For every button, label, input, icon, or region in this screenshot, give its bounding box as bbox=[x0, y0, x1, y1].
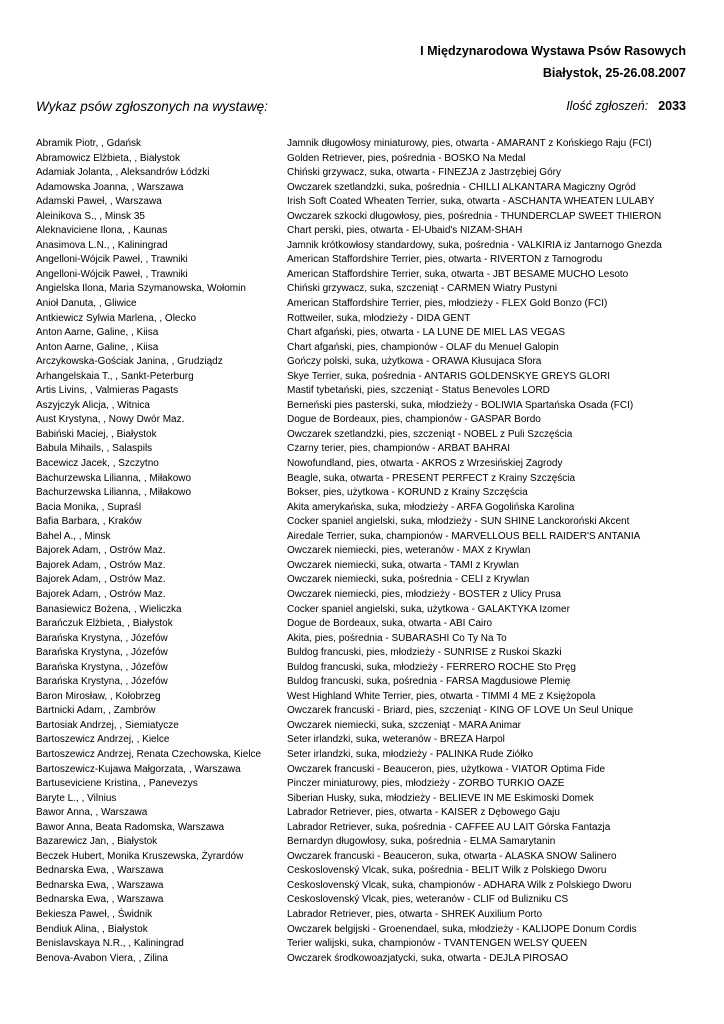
entry-owner: Barańczuk Elżbieta, , Białystok bbox=[36, 618, 173, 630]
entry-dog: Golden Retriever, pies, pośrednia - BOSKO Na Medal bbox=[287, 152, 526, 164]
entry-dog: Owczarek belgijski - Groenendael, suka, młodzieży - KALIJOPE Donum Cordis bbox=[287, 923, 637, 935]
entry-dog: Nowofundland, pies, otwarta - AKROS z Wrzesińskiej Zagrody bbox=[287, 458, 563, 470]
entry-dog: Owczarek francuski - Briard, pies, szczeniąt - KING OF LOVE Un Seul Unique bbox=[287, 705, 634, 717]
entry-dog: Owczarek francuski - Beauceron, suka, otwarta - ALASKA SNOW Salinero bbox=[287, 850, 617, 862]
entry-dog: Seter irlandzki, suka, młodzieży - PALINKA Rude Ziółko bbox=[287, 748, 534, 760]
entry-owner: Bartnicki Adam, , Zambrów bbox=[36, 705, 156, 717]
entry-dog: Chart afgański, pies, otwarta - LA LUNE DE MIEL LAS VEGAS bbox=[287, 327, 566, 339]
entry-dog: Skye Terrier, suka, pośrednia - ANTARIS GOLDENSKYE GREYS GLORI bbox=[287, 370, 611, 382]
entry-owner: Bajorek Adam, , Ostrów Maz. bbox=[36, 545, 166, 557]
entry-dog: Buldog francuski, pies, młodzieży - SUNRISE z Ruskoi Skazki bbox=[287, 647, 562, 659]
entry-dog: Bokser, pies, użytkowa - KORUND z Krainy Szczęścia bbox=[287, 487, 528, 499]
entry-row bbox=[36, 166, 696, 181]
entry-dog: American Staffordshire Terrier, pies, otwarta - RIVERTON z Tarnogrodu bbox=[287, 254, 603, 266]
entry-row bbox=[36, 370, 696, 385]
entry-row bbox=[36, 268, 696, 283]
entry-row bbox=[36, 748, 696, 763]
entry-row bbox=[36, 544, 696, 559]
entry-row bbox=[36, 224, 696, 239]
entry-row bbox=[36, 210, 696, 225]
entry-owner: Aleinikova S., , Minsk 35 bbox=[36, 210, 145, 222]
entry-owner: Aszyjczyk Alicja, , Witnica bbox=[36, 399, 150, 411]
entry-dog: Chiński grzywacz, suka, otwarta - FINEZJA z Jastrzębiej Góry bbox=[287, 167, 561, 179]
entry-dog: Seter irlandzki, suka, weteranów - BREZA Harpol bbox=[287, 734, 505, 746]
entry-owner: Bazarewicz Jan, , Białystok bbox=[36, 836, 158, 848]
entry-dog: Rottweiler, suka, młodzieży - DIDA GENT bbox=[287, 312, 471, 324]
entry-owner: Bajorek Adam, , Ostrów Maz. bbox=[36, 559, 166, 571]
entry-row bbox=[36, 733, 696, 748]
entry-owner: Bednarska Ewa, , Warszawa bbox=[36, 894, 164, 906]
entry-row bbox=[36, 239, 696, 254]
entry-owner: Baryte L., , Vilnius bbox=[36, 792, 117, 804]
entry-owner: Bacewicz Jacek, , Szczytno bbox=[36, 458, 159, 470]
entry-dog: Dogue de Bordeaux, pies, championów - GASPAR Bordo bbox=[287, 414, 541, 426]
entry-dog: Bernardyn długowłosy, suka, pośrednia - ELMA Samarytanin bbox=[287, 836, 556, 848]
entry-row bbox=[36, 399, 696, 414]
entry-dog: Ceskoslovenský Vlcak, suka, pośrednia - BELIT Wilk z Polskiego Dworu bbox=[287, 865, 607, 877]
entry-row bbox=[36, 428, 696, 443]
entry-owner: Bawor Anna, Beata Radomska, Warszawa bbox=[36, 821, 225, 833]
entry-dog: Owczarek środkowoazjatycki, suka, otwarta - DEJLA PIROSAO bbox=[287, 952, 569, 964]
entry-row bbox=[36, 559, 696, 574]
entry-row bbox=[36, 282, 696, 297]
entry-row bbox=[36, 763, 696, 778]
entry-owner: Anton Aarne, Galine, , Kiisa bbox=[36, 341, 159, 353]
entry-owner: Abramowicz Elżbieta, , Białystok bbox=[36, 152, 180, 164]
entry-row bbox=[36, 457, 696, 472]
entry-row bbox=[36, 603, 696, 618]
entry-row bbox=[36, 777, 696, 792]
entry-dog: Pinczer miniaturowy, pies, młodzieży - ZORBO TURKIO OAZE bbox=[287, 778, 565, 790]
entry-dog: Ceskoslovenský Vlcak, suka, championów - ADHARA Wilk z Polskiego Dworu bbox=[287, 879, 632, 891]
entry-owner: Babula Mihails, , Salaspils bbox=[36, 443, 153, 455]
entry-dog: Labrador Retriever, pies, otwarta - SHREK Auxilium Porto bbox=[287, 908, 543, 920]
entry-dog: Terier walijski, suka, championów - TVANTENGEN WELSY QUEEN bbox=[287, 938, 588, 950]
entry-owner: Bawor Anna, , Warszawa bbox=[36, 807, 148, 819]
entry-dog: West Highland White Terrier, pies, otwarta - TIMMI 4 ME z Księżopola bbox=[287, 690, 596, 702]
entry-owner: Bendiuk Alina, , Białystok bbox=[36, 923, 148, 935]
entry-dog: Owczarek szkocki długowłosy, pies, pośrednia - THUNDERCLAP SWEET THIERON bbox=[287, 210, 662, 222]
entry-row bbox=[36, 952, 696, 967]
entry-row bbox=[36, 253, 696, 268]
entry-dog: Mastif tybetański, pies, szczeniąt - Status Benevoles LORD bbox=[287, 385, 550, 397]
entry-dog: Chart perski, pies, otwarta - El-Ubaid's NIZAM-SHAH bbox=[287, 225, 523, 237]
entry-row bbox=[36, 384, 696, 399]
entry-row bbox=[36, 632, 696, 647]
entry-owner: Adamiak Jolanta, , Aleksandrów Łódzki bbox=[36, 167, 210, 179]
entry-dog: Owczarek niemiecki, suka, pośrednia - CELI z Krywlan bbox=[287, 574, 530, 586]
entry-dog: Labrador Retriever, pies, otwarta - KAISER z Dębowego Gaju bbox=[287, 807, 560, 819]
entry-owner: Beczek Hubert, Monika Kruszewska, Żyrardów bbox=[36, 850, 244, 862]
entry-row bbox=[36, 326, 696, 341]
entry-owner: Arhangelskaia T., , Sankt-Peterburg bbox=[36, 370, 194, 382]
entry-row bbox=[36, 530, 696, 545]
entry-owner: Arczykowska-Gościak Janina, , Grudziądz bbox=[36, 356, 223, 368]
entry-dog: Jamnik krótkowłosy standardowy, suka, pośrednia - VALKIRIA iz Jantarnogo Gnezda bbox=[287, 239, 662, 251]
entry-row bbox=[36, 923, 696, 938]
entry-owner: Bacia Monika, , Supraśl bbox=[36, 501, 142, 513]
entry-row bbox=[36, 413, 696, 428]
entry-row bbox=[36, 937, 696, 952]
entry-owner: Aust Krystyna, , Nowy Dwór Maz. bbox=[36, 414, 185, 426]
entry-owner: Bartoszewicz Andrzej, , Kielce bbox=[36, 734, 170, 746]
entry-owner: Barańska Krystyna, , Józefów bbox=[36, 661, 168, 673]
entry-owner: Adamski Paweł, , Warszawa bbox=[36, 196, 162, 208]
entry-row bbox=[36, 137, 696, 152]
entry-owner: Antkiewicz Sylwia Marlena, , Olecko bbox=[36, 312, 197, 324]
entry-row bbox=[36, 442, 696, 457]
entry-row bbox=[36, 341, 696, 356]
document-title bbox=[420, 40, 686, 84]
entry-owner: Anton Aarne, Galine, , Kiisa bbox=[36, 327, 159, 339]
entry-row bbox=[36, 573, 696, 588]
entry-row bbox=[36, 355, 696, 370]
entry-owner: Banasiewicz Bożena, , Wieliczka bbox=[36, 603, 182, 615]
entry-owner: Artis Livins, , Valmieras Pagasts bbox=[36, 385, 179, 397]
entry-owner: Bednarska Ewa, , Warszawa bbox=[36, 865, 164, 877]
exhibition-place-date: Białystok, 25-26.08.2007 bbox=[542, 66, 686, 80]
entry-dog: Chart afgański, pies, championów - OLAF du Menuel Galopin bbox=[287, 341, 559, 353]
entry-owner: Bartuseviciene Kristina, , Panevezys bbox=[36, 778, 198, 790]
entry-row bbox=[36, 617, 696, 632]
entry-owner: Bekiesza Paweł, , Świdnik bbox=[36, 908, 153, 920]
entry-dog: Berneński pies pasterski, suka, młodzieży - BOLIWIA Spartańska Osada (FCI) bbox=[287, 399, 634, 411]
entry-row bbox=[36, 704, 696, 719]
entry-row bbox=[36, 312, 696, 327]
list-header bbox=[36, 99, 686, 117]
entry-dog: Ceskoslovenský Vlcak, pies, weteranów - CLIF od Bulizniku CS bbox=[287, 894, 569, 906]
list-title: Wykaz psów zgłoszonych na wystawę: bbox=[36, 99, 268, 114]
entry-row bbox=[36, 850, 696, 865]
entry-owner: Bajorek Adam, , Ostrów Maz. bbox=[36, 574, 166, 586]
entry-row bbox=[36, 690, 696, 705]
entry-row bbox=[36, 864, 696, 879]
entry-row bbox=[36, 297, 696, 312]
entry-row bbox=[36, 806, 696, 821]
entry-row bbox=[36, 152, 696, 167]
entry-owner: Angelloni-Wójcik Paweł, , Trawniki bbox=[36, 268, 188, 280]
entry-owner: Aleknaviciene Ilona, , Kaunas bbox=[36, 225, 168, 237]
entry-owner: Baron Mirosław, , Kołobrzeg bbox=[36, 690, 161, 702]
entry-dog: Irish Soft Coated Wheaten Terrier, suka, otwarta - ASCHANTA WHEATEN LULABY bbox=[287, 196, 655, 208]
entry-owner: Angielska Ilona, Maria Szymanowska, Wołomin bbox=[36, 283, 246, 295]
entry-dog: Cocker spaniel angielski, suka, użytkowa - GALAKTYKA Izomer bbox=[287, 603, 570, 615]
entry-owner: Barańska Krystyna, , Józefów bbox=[36, 647, 168, 659]
entry-dog: American Staffordshire Terrier, suka, otwarta - JBT BESAME MUCHO Lesoto bbox=[287, 268, 629, 280]
entry-count-value: 2033 bbox=[658, 99, 686, 113]
entry-owner: Bartosiak Andrzej, , Siemiatycze bbox=[36, 719, 179, 731]
entry-owner: Anasimova L.N., , Kaliningrad bbox=[36, 239, 168, 251]
entry-row bbox=[36, 588, 696, 603]
entry-dog: Airedale Terrier, suka, championów - MARVELLOUS BELL RAIDER'S ANTANIA bbox=[287, 530, 641, 542]
entry-owner: Anioł Danuta, , Gliwice bbox=[36, 298, 137, 310]
entry-dog: Owczarek francuski - Beauceron, pies, użytkowa - VIATOR Optima Fide bbox=[287, 763, 606, 775]
entry-dog: Dogue de Bordeaux, suka, otwarta - ABI Cairo bbox=[287, 618, 493, 630]
entry-owner: Bachurzewska Lilianna, , Miłakowo bbox=[36, 472, 192, 484]
entry-dog: Buldog francuski, suka, pośrednia - FARSA Magdusiowe Plemię bbox=[287, 676, 571, 688]
entry-dog: Owczarek niemiecki, pies, młodzieży - BOSTER z Ulicy Prusa bbox=[287, 588, 561, 600]
entry-count bbox=[566, 99, 686, 113]
entry-row bbox=[36, 879, 696, 894]
entry-count-label: Ilość zgłoszeń: bbox=[566, 99, 649, 113]
entry-owner: Barańska Krystyna, , Józefów bbox=[36, 676, 168, 688]
entry-row bbox=[36, 893, 696, 908]
entry-row bbox=[36, 661, 696, 676]
entry-owner: Angelloni-Wójcik Paweł, , Trawniki bbox=[36, 254, 188, 266]
entry-row bbox=[36, 501, 696, 516]
entry-owner: Bachurzewska Lilianna, , Miłakowo bbox=[36, 487, 192, 499]
entry-owner: Benova-Avabon Viera, , Zilina bbox=[36, 952, 168, 964]
entry-dog: Owczarek szetlandzki, pies, szczeniąt - NOBEL z Puli Szczęścia bbox=[287, 428, 573, 440]
entry-dog: Beagle, suka, otwarta - PRESENT PERFECT z Krainy Szczęścia bbox=[287, 472, 576, 484]
entry-owner: Barańska Krystyna, , Józefów bbox=[36, 632, 168, 644]
entry-row bbox=[36, 181, 696, 196]
entry-row bbox=[36, 719, 696, 734]
exhibition-name: I Międzynarodowa Wystawa Psów Rasowych bbox=[420, 44, 686, 58]
entry-row bbox=[36, 835, 696, 850]
entry-row bbox=[36, 195, 696, 210]
entry-owner: Bartoszewicz-Kujawa Małgorzata, , Warszawa bbox=[36, 763, 241, 775]
entry-row bbox=[36, 792, 696, 807]
entry-row bbox=[36, 908, 696, 923]
entry-row bbox=[36, 675, 696, 690]
entry-dog: Owczarek niemiecki, pies, weteranów - MAX z Krywlan bbox=[287, 545, 531, 557]
entry-row bbox=[36, 486, 696, 501]
entry-dog: Czarny terier, pies, championów - ARBAT BAHRAI bbox=[287, 443, 511, 455]
entry-row bbox=[36, 472, 696, 487]
entry-dog: American Staffordshire Terrier, pies, młodzieży - FLEX Gold Bonzo (FCI) bbox=[287, 298, 608, 310]
entry-dog: Siberian Husky, suka, młodzieży - BELIEVE IN ME Eskimoski Domek bbox=[287, 792, 594, 804]
entry-owner: Benislavskaya N.R., , Kaliningrad bbox=[36, 938, 184, 950]
entry-owner: Babiński Maciej, , Białystok bbox=[36, 428, 157, 440]
entry-dog: Jamnik długowłosy miniaturowy, pies, otwarta - AMARANT z Końskiego Raju (FCI) bbox=[287, 138, 652, 149]
entry-owner: Bafia Barbara, , Kraków bbox=[36, 516, 142, 528]
entry-dog: Buldog francuski, suka, młodzieży - FERRERO ROCHE Sto Pręg bbox=[287, 661, 576, 673]
entry-owner: Bednarska Ewa, , Warszawa bbox=[36, 879, 164, 891]
entry-owner: Bartoszewicz Andrzej, Renata Czechowska, Kielce bbox=[36, 748, 262, 760]
entries-list bbox=[36, 137, 696, 966]
entry-dog: Akita, pies, pośrednia - SUBARASHI Co Ty Na To bbox=[287, 632, 507, 644]
entry-dog: Cocker spaniel angielski, suka, młodzieży - SUN SHINE Lanckoroński Akcent bbox=[287, 516, 630, 528]
entry-row bbox=[36, 821, 696, 836]
entry-dog: Owczarek niemiecki, suka, szczeniąt - MARA Animar bbox=[287, 719, 521, 731]
entry-owner: Adamowska Joanna, , Warszawa bbox=[36, 181, 184, 193]
entry-owner: Bajorek Adam, , Ostrów Maz. bbox=[36, 588, 166, 600]
entry-dog: Akita amerykańska, suka, młodzieży - ARFA Gogolińska Karolina bbox=[287, 501, 575, 513]
entry-owner: Abramik Piotr, , Gdańsk bbox=[36, 138, 142, 149]
entry-owner: Bahel A., , Minsk bbox=[36, 530, 111, 542]
entry-dog: Labrador Retriever, suka, pośrednia - CAFFEE AU LAIT Górska Fantazja bbox=[287, 821, 611, 833]
entry-row bbox=[36, 515, 696, 530]
entry-row bbox=[36, 646, 696, 661]
entry-dog: Owczarek niemiecki, suka, otwarta - TAMI z Krywlan bbox=[287, 559, 519, 571]
entry-dog: Gończy polski, suka, użytkowa - ORAWA Kłusujaca Sfora bbox=[287, 356, 542, 368]
entry-dog: Owczarek szetlandzki, suka, pośrednia - CHILLI ALKANTARA Magiczny Ogród bbox=[287, 181, 636, 193]
entry-dog: Chiński grzywacz, suka, szczeniąt - CARMEN Wiatry Pustyni bbox=[287, 283, 558, 295]
